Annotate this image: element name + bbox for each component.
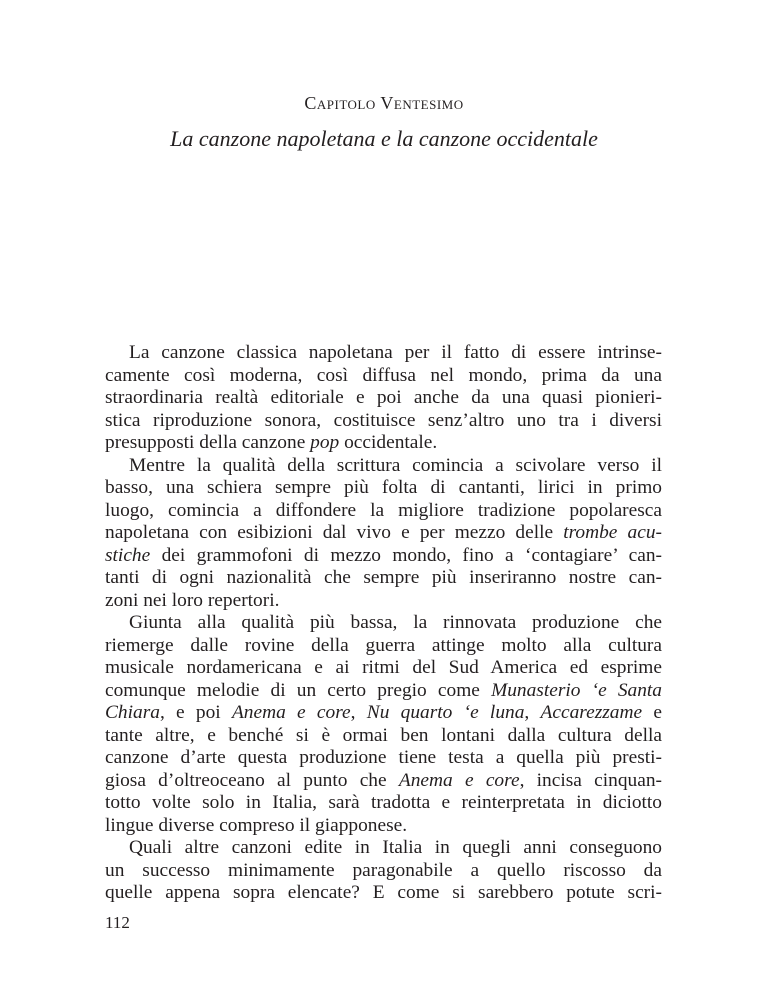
text-line (105, 455, 662, 478)
text-line (105, 567, 662, 590)
text-run: napoletana con esibizioni dal vivo e per mezzo delle (105, 522, 564, 543)
italic-text: Chiara (105, 702, 160, 723)
text-run: riemerge dalle rovine della guerra attinge molto alla cultura (105, 634, 662, 656)
text-line (105, 410, 662, 433)
italic-text: stiche (105, 544, 151, 566)
chapter-title: La canzone napoletana e la canzone occidentale (170, 126, 598, 151)
italic-text: Accarezzame (540, 702, 643, 723)
text-line (105, 815, 662, 838)
text-run: totto volte solo in Italia, sarà tradotta e reinterpretata in diciotto (105, 792, 662, 813)
text-line (105, 612, 662, 635)
chapter-label: Capitolo Ventesimo (304, 93, 464, 113)
text-run: dei grammofoni di mezzo mondo, fino a ‘contagiare’ can- (150, 544, 662, 566)
italic-text: pop (310, 432, 340, 453)
text-line (105, 770, 662, 793)
page-number: 112 (105, 913, 130, 932)
text-line (105, 792, 662, 815)
text-run: occidentale. (339, 432, 438, 453)
text-run: , (350, 702, 367, 723)
text-run: , e poi (159, 702, 232, 723)
text-line (105, 635, 662, 658)
text-run: Giunta alla qualità più bassa, la rinnovata produzione che (129, 612, 662, 633)
text-line (105, 725, 662, 748)
text-run: e (642, 702, 662, 723)
italic-text: Anema e core (231, 702, 351, 723)
text-line (105, 432, 662, 455)
text-line (105, 477, 662, 500)
text-run: , (524, 702, 541, 723)
text-line (105, 680, 662, 703)
italic-text: trombe acu- (563, 522, 662, 543)
text-run: , incisa cinquan- (519, 769, 662, 791)
text-line (105, 657, 662, 680)
text-run: un successo minimamente paragonabile a quello riscosso da (105, 859, 662, 881)
text-line (105, 837, 662, 860)
text-run: straordinaria realtà editoriale e poi anche da una quasi pionieri- (105, 387, 662, 408)
text-line (105, 500, 662, 523)
text-run: comunque melodie di un certo pregio come (105, 679, 492, 701)
text-line (105, 590, 662, 613)
text-run: giosa d’oltreoceano al punto che (105, 769, 399, 791)
text-line (105, 342, 662, 365)
text-run: zoni nei loro repertori. (105, 589, 280, 611)
italic-text: Anema e core (398, 769, 520, 791)
text-line (105, 545, 662, 568)
text-line (105, 882, 662, 905)
text-run: La canzone classica napoletana per il fatto di essere intrinse- (129, 342, 662, 363)
text-run: Quali altre canzoni edite in Italia in quegli anni conseguono (129, 837, 662, 858)
text-run: tanti di ogni nazionalità che sempre più inseriranno nostre can- (105, 567, 662, 588)
body-text (105, 342, 662, 905)
text-run: lingue diverse compreso il giapponese. (105, 814, 408, 836)
text-line (105, 387, 662, 410)
text-line (105, 365, 662, 388)
italic-text: Munasterio ‘e Santa (491, 679, 663, 701)
text-run: presupposti della canzone (105, 432, 311, 453)
italic-text: Nu quarto ‘e luna (366, 702, 525, 723)
text-line (105, 747, 662, 770)
text-run: musicale nordamericana e ai ritmi del Sud America ed esprime (105, 657, 662, 678)
text-run: tante altre, e benché si è ormai ben lontani dalla cultura della (105, 724, 662, 746)
text-run: quelle appena sopra elencate? E come si sarebbero potute scri- (105, 882, 662, 903)
text-line (105, 522, 662, 545)
text-run: camente così moderna, così diffusa nel mondo, prima da una (105, 364, 662, 386)
text-line (105, 702, 662, 725)
text-run: basso, una schiera sempre più folta di cantanti, lirici in primo (105, 477, 662, 498)
text-run: Mentre la qualità della scrittura comincia a scivolare verso il (129, 454, 662, 476)
text-run: stica riproduzione sonora, costituisce senz’altro uno tra i diversi (105, 409, 662, 431)
text-run: canzone d’arte questa produzione tiene testa a quella più presti- (105, 747, 662, 768)
text-line (105, 860, 662, 883)
text-run: luogo, comincia a diffondere la migliore tradizione popolaresca (105, 499, 662, 521)
